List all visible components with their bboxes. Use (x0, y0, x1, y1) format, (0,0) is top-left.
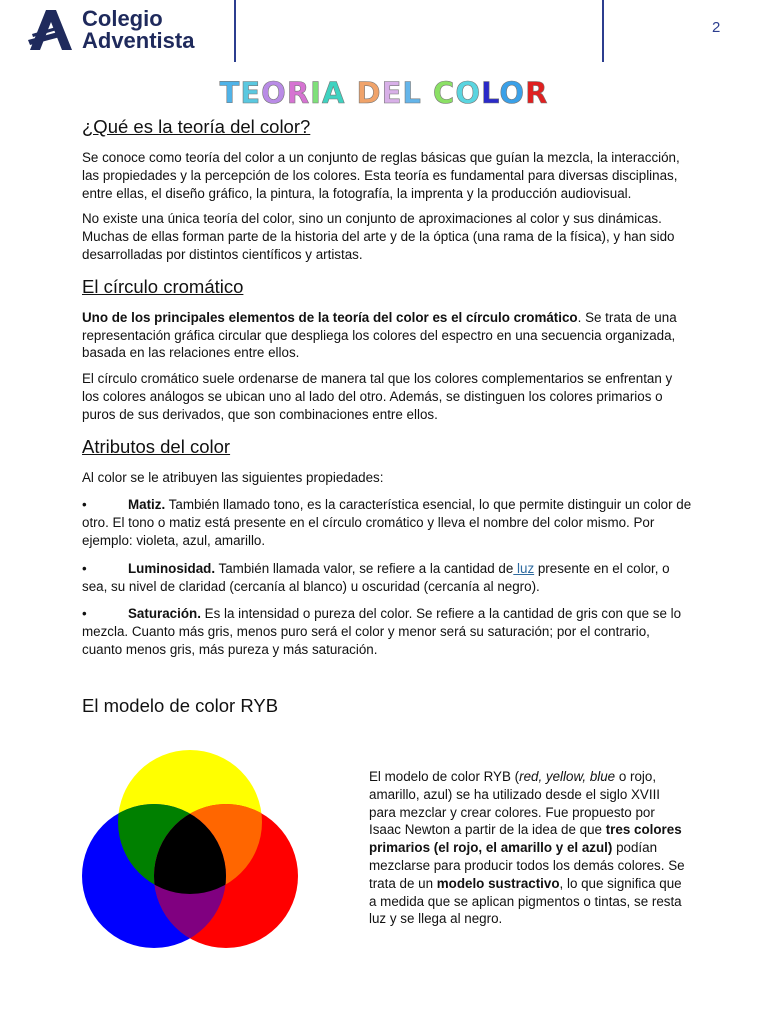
document-body (82, 116, 692, 728)
title-letter: O (499, 76, 526, 110)
title-letter: O (261, 76, 287, 110)
header-divider-left (234, 0, 236, 62)
title-letter: E (381, 76, 403, 110)
title-letter: O (455, 76, 481, 110)
ryb-color-diagram (82, 750, 300, 950)
title-letter: L (402, 76, 422, 110)
header-divider-right (602, 0, 604, 62)
heading-que-es: ¿Qué es la teoría del color? (82, 116, 311, 137)
heading-atributos: Atributos del color (82, 435, 231, 457)
title-letter: E (240, 76, 262, 110)
title-letter: D (356, 76, 382, 110)
page-title (0, 76, 768, 110)
bullet-saturacion: • Saturación. Es la intensidad o pureza del color. Se refiere a la cantidad de gris con que se lo mezcla. Cuanto más gris, menos puro será el color y menor será su saturación; por el contrario, cuanto menos gris, más pureza y más saturación. (82, 606, 682, 657)
paragraph-2: No existe una única teoría del color, sino un conjunto de aproximaciones al color y sus dinámicas. Muchas de ellas forman parte de la historia del arte y de la óptica (una rama de la física), y han sido desarrolladas por distintos científicos y artistas. (82, 211, 675, 262)
title-letter: I (310, 76, 322, 110)
paragraph-intro-atributos: Al color se le atribuyen las siguientes propiedades: (82, 469, 384, 485)
title-letter: R (525, 76, 549, 110)
paragraph-1: Se conoce como teoría del color a un conjunto de reglas básicas que guían la mezcla, la interacción, las propiedades y la percepción de los colores. Esta teoría es fundamental para diversas disciplinas, entre ellas, el diseño gráfico, la pintura, la fotografía, la imprenta y la producción audiovisual. (82, 150, 680, 201)
ryb-description: El modelo de color RYB (red, yellow, blue o rojo, amarillo, azul) se ha utilizado desde el siglo XVIII para mezclar y crear colores. Fue propuesto por Isaac Newton a partir de la idea de que tres colores primarios (el rojo, el amarillo y el azul) podían mezclarse para producir todos los demás colores. Se trata de un modelo sustractivo, lo que significa que a medida que se aplican pigmentos o tintas, se resta luz y se llega al negro. (369, 769, 685, 927)
link-luz[interactable]: luz (513, 560, 535, 576)
title-letter: T (219, 76, 241, 110)
title-letter (422, 76, 433, 110)
logo-line-1: Colegio (82, 6, 163, 31)
bullet-matiz: • Matiz. También llamado tono, es la característica esencial, lo que permite distinguir un color de otro. El tono o matiz está presente en el círculo cromático y lleva el nombre del color mismo. Por ejemplo: violeta, azul, amarillo. (82, 497, 692, 548)
title-letter: R (286, 76, 311, 110)
page-number: 2 (712, 19, 721, 36)
title-letter: L (480, 76, 500, 110)
paragraph-4: El círculo cromático suele ordenarse de manera tal que los colores complementarios se enfrentan y los colores análogos se ubican uno al lado del otro. Además, se distinguen los colores primarios o puros de sus derivados, que son combinaciones entre ellos. (82, 371, 673, 422)
bullet-luminosidad: • Luminosidad. También llamada valor, se refiere a la cantidad de luz presente en el color, o sea, su nivel de claridad (cercanía al blanco) u oscuridad (cercanía al negro). (82, 560, 670, 594)
title-letter: A (321, 76, 346, 110)
paragraph-3: Uno de los principales elementos de la teoría del color es el círculo cromático. Se trata de una representación gráfica circular que despliega los colores del espectro en una secuencia organizada, basada en las relaciones entre ellos. (82, 309, 677, 361)
heading-circulo-cromatico: El círculo cromático (82, 275, 244, 297)
logo-a-icon (28, 10, 72, 50)
logo-line-2: Adventista (82, 28, 195, 53)
title-letter (345, 76, 356, 110)
school-logo (28, 8, 194, 52)
title-letter: C (433, 76, 456, 110)
heading-modelo-ryb: El modelo de color RYB (82, 694, 279, 716)
